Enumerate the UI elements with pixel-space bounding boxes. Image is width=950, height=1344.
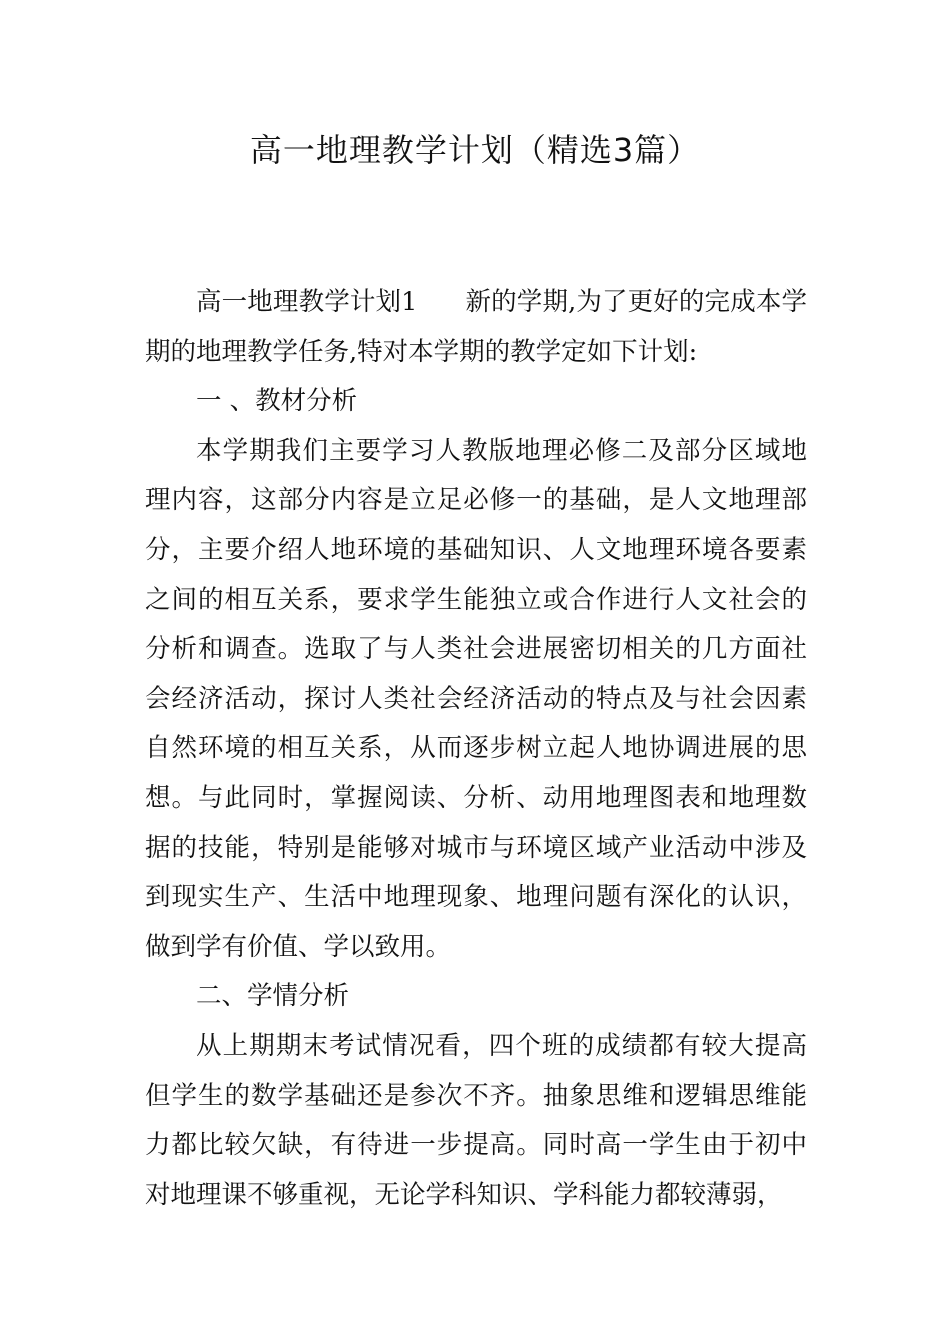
section-heading-textbook-analysis: 一 、教材分析 (196, 386, 358, 417)
section-text-student-analysis: 从上期期末考试情况看，四个班的成绩都有较大提高但学生的数学基础还是参次不齐。抽象思维和逻辑思维能力都比较欠缺，有待进一步提高。同时高一学生由于初中对地理课不够重视，无论学科知识、学科能力都较薄弱， (145, 1030, 807, 1210)
document-title: 高一地理教学计划（精选3篇） (249, 131, 701, 169)
intro-paragraph (145, 278, 807, 377)
section-heading-student-analysis: 二、学情分析 (196, 981, 350, 1012)
intro-text: 新的学期,为了更好的完成本学期的地理教学任务,特对本学期的教学定如下计划: (145, 287, 807, 367)
intro-heading: 高一地理教学计划1 (196, 287, 418, 317)
document-body (145, 278, 807, 1220)
section-text-textbook-analysis: 本学期我们主要学习人教版地理必修二及部分区域地理内容，这部分内容是立足必修一的基础，是人文地理部分，主要介绍人地环境的基础知识、人文地理环境各要素之间的相互关系，要求学生能独立或合作进行人文社会的分析和调查。选取了与人类社会进展密切相关的几方面社会经济活动，探讨人类社会经济活动的特点及与社会因素自然环境的相互关系，从而逐步树立起人地协调进展的思想。与此同时，掌握阅读、分析、动用地理图表和地理数据的技能，特别是能够对城市与环境区域产业活动中涉及到现实生产、生活中地理现象、地理问题有深化的认识，做到学有价值、学以致用。 (145, 435, 807, 962)
